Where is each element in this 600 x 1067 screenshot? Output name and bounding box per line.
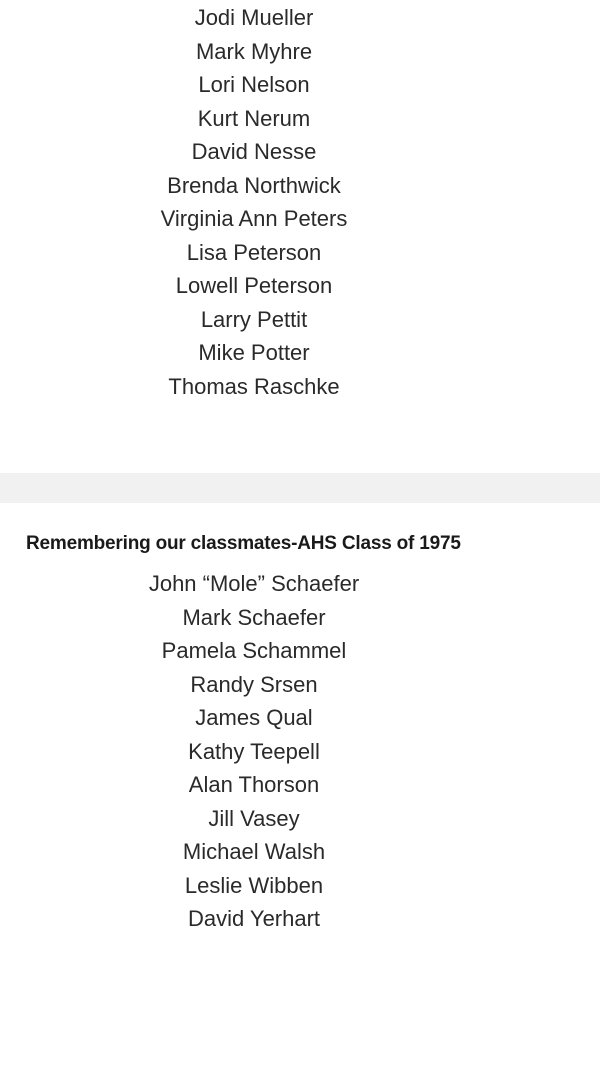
classmate-name: Lowell Peterson: [175, 273, 333, 298]
classmate-name: David Nesse: [191, 139, 317, 164]
classmate-name: Alan Thorson: [188, 772, 320, 797]
classmate-name-list: [0, 567, 508, 936]
classmate-name: Jill Vasey: [208, 805, 300, 831]
classmate-name: Pamela Schammel: [161, 638, 347, 663]
classmate-name: Randy Srsen: [190, 671, 318, 697]
classmate-name: Thomas Raschke: [168, 373, 340, 399]
page-separator: [0, 473, 600, 503]
classmate-name: Larry Pettit: [200, 306, 308, 332]
classmate-name: Lori Nelson: [198, 72, 310, 97]
classmate-name: Brenda Northwick: [167, 172, 341, 198]
classmate-name: Kathy Teepell: [188, 738, 320, 764]
classmate-name: Mark Schaefer: [182, 604, 326, 630]
page-heading: Remembering our classmates-AHS Class of 1975: [26, 533, 461, 554]
classmate-name: Michael Walsh: [182, 839, 326, 864]
classmate-name: James Qual: [195, 705, 313, 730]
classmate-name: Jodi Mueller: [194, 5, 314, 30]
classmate-name: David Yerhart: [187, 906, 321, 931]
classmate-name: Kurt Nerum: [197, 105, 311, 131]
document-page-1: [0, 0, 600, 473]
classmate-name: John “Mole” Schaefer: [148, 571, 360, 596]
classmate-name-list: [0, 1, 508, 403]
document-page-2: [0, 503, 600, 1067]
classmate-name: Lisa Peterson: [186, 239, 322, 265]
classmate-name: Mike Potter: [198, 340, 310, 365]
classmate-name: Mark Myhre: [195, 38, 313, 64]
classmate-name: Virginia Ann Peters: [160, 206, 348, 231]
classmate-name: Leslie Wibben: [184, 872, 324, 898]
